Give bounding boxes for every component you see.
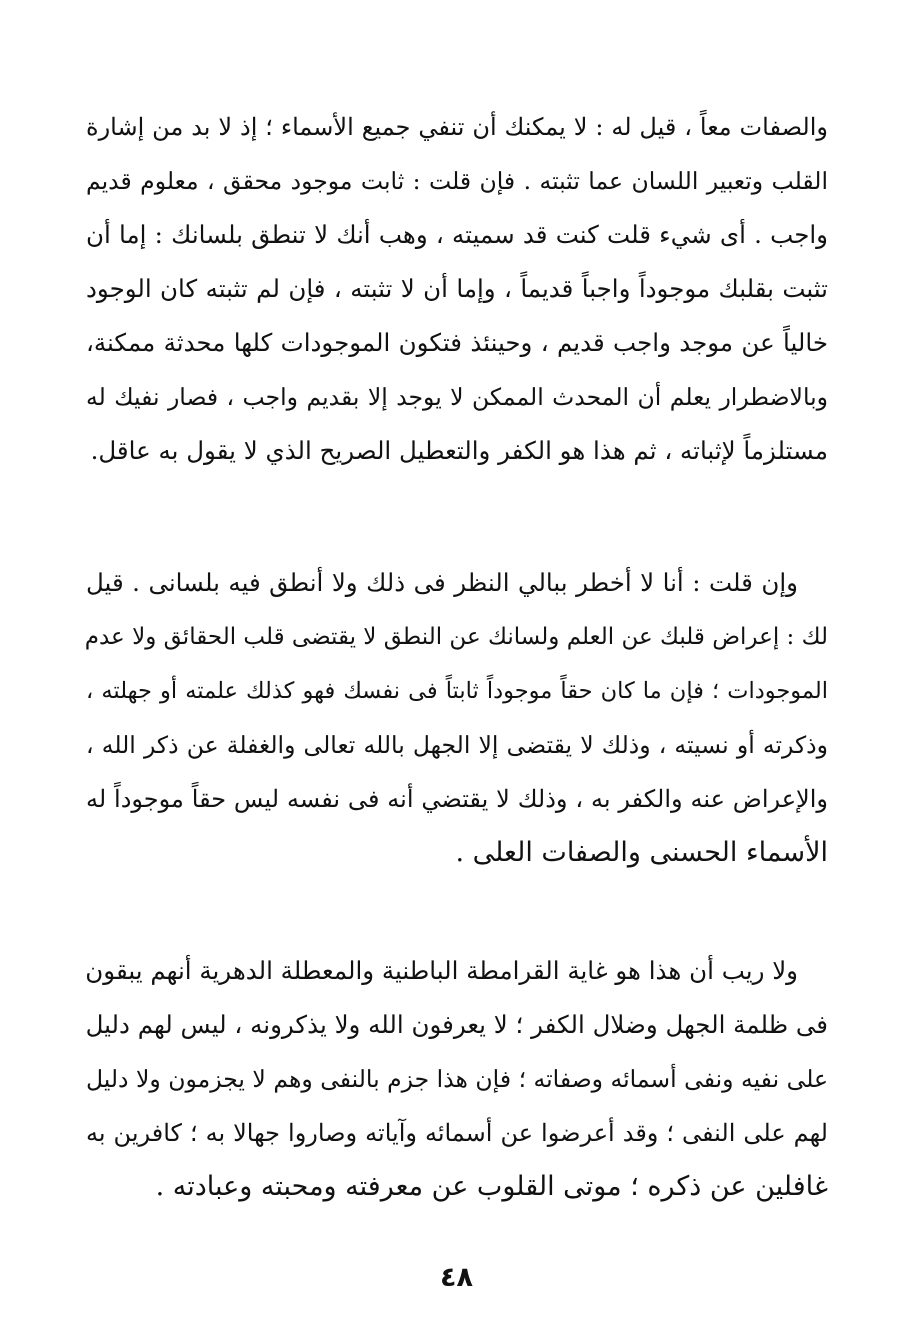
text-line: مستلزماً لإثباته ، ثم هذا هو الكفر والتعطيل الصريح الذي لا يقول به عاقل. xyxy=(90,436,828,465)
text-line: والصفات معاً ، قيل له : لا يمكنك أن تنفي جميع الأسماء ؛ إذ لا بد من إشارة xyxy=(86,113,828,141)
text-line: ولا ريب أن هذا هو غاية القرامطة الباطنية والمعطلة الدهرية أنهم يبقون xyxy=(85,956,798,985)
text-line: على نفيه ونفى أسمائه وصفاته ؛ فإن هذا جزم بالنفى وهم لا يجزمون ولا دليل xyxy=(86,1065,828,1093)
text-line: الأسماء الحسنى والصفات العلى . xyxy=(455,837,828,868)
page-number: ٤٨ xyxy=(440,1262,473,1293)
text-line: غافلين عن ذكره ؛ موتى القلوب عن معرفته ومحبته وعبادته . xyxy=(155,1171,828,1202)
text-line: خالياً عن موجد واجب قديم ، وحينئذ فتكون الموجودات كلها محدثة ممكنة، xyxy=(86,328,828,357)
paragraph-3 xyxy=(86,944,828,1214)
text-line: وإن قلت : أنا لا أخطر ببالي النظر فى ذلك ولا أنطق فيه بلسانى . قيل xyxy=(86,568,798,597)
text-line: لك : إعراض قلبك عن العلم ولسانك عن النطق لا يقتضى قلب الحقائق ولا عدم xyxy=(84,624,828,650)
text-line: لهم على النفى ؛ وقد أعرضوا عن أسمائه وآياته وصاروا جهالا به ؛ كافرين به xyxy=(86,1119,828,1147)
text-line: والإعراض عنه والكفر به ، وذلك لا يقتضي أنه فى نفسه ليس حقاً موجوداً له xyxy=(86,785,829,813)
text-line: وذكرته أو نسيته ، وذلك لا يقتضى إلا الجهل بالله تعالى والغفلة عن ذكر الله ، xyxy=(86,731,828,759)
paragraph-2 xyxy=(86,556,828,880)
text-line: وبالاضطرار يعلم أن المحدث الممكن لا يوجد إلا بقديم واجب ، فصار نفيك له xyxy=(86,383,828,411)
paragraph-1 xyxy=(86,100,828,478)
text-line: تثبت بقلبك موجوداً واجباً قديماً ، وإما أن لا تثبته ، فإن لم تثبته كان الوجود xyxy=(86,274,828,303)
text-line: الموجودات ؛ فإن ما كان حقاً موجوداً ثابتاً فى نفسك فهو كذلك علمته أو جهلته ، xyxy=(86,678,828,704)
text-line: القلب وتعبير اللسان عما تثبته . فإن قلت : ثابت موجود محقق ، معلوم قديم xyxy=(86,167,828,195)
text-line: فى ظلمة الجهل وضلال الكفر ؛ لا يعرفون الله ولا يذكرونه ، ليس لهم دليل xyxy=(85,1010,828,1039)
text-line: واجب . أى شيء قلت كنت قد سميته ، وهب أنك لا تنطق بلسانك : إما أن xyxy=(86,220,828,249)
